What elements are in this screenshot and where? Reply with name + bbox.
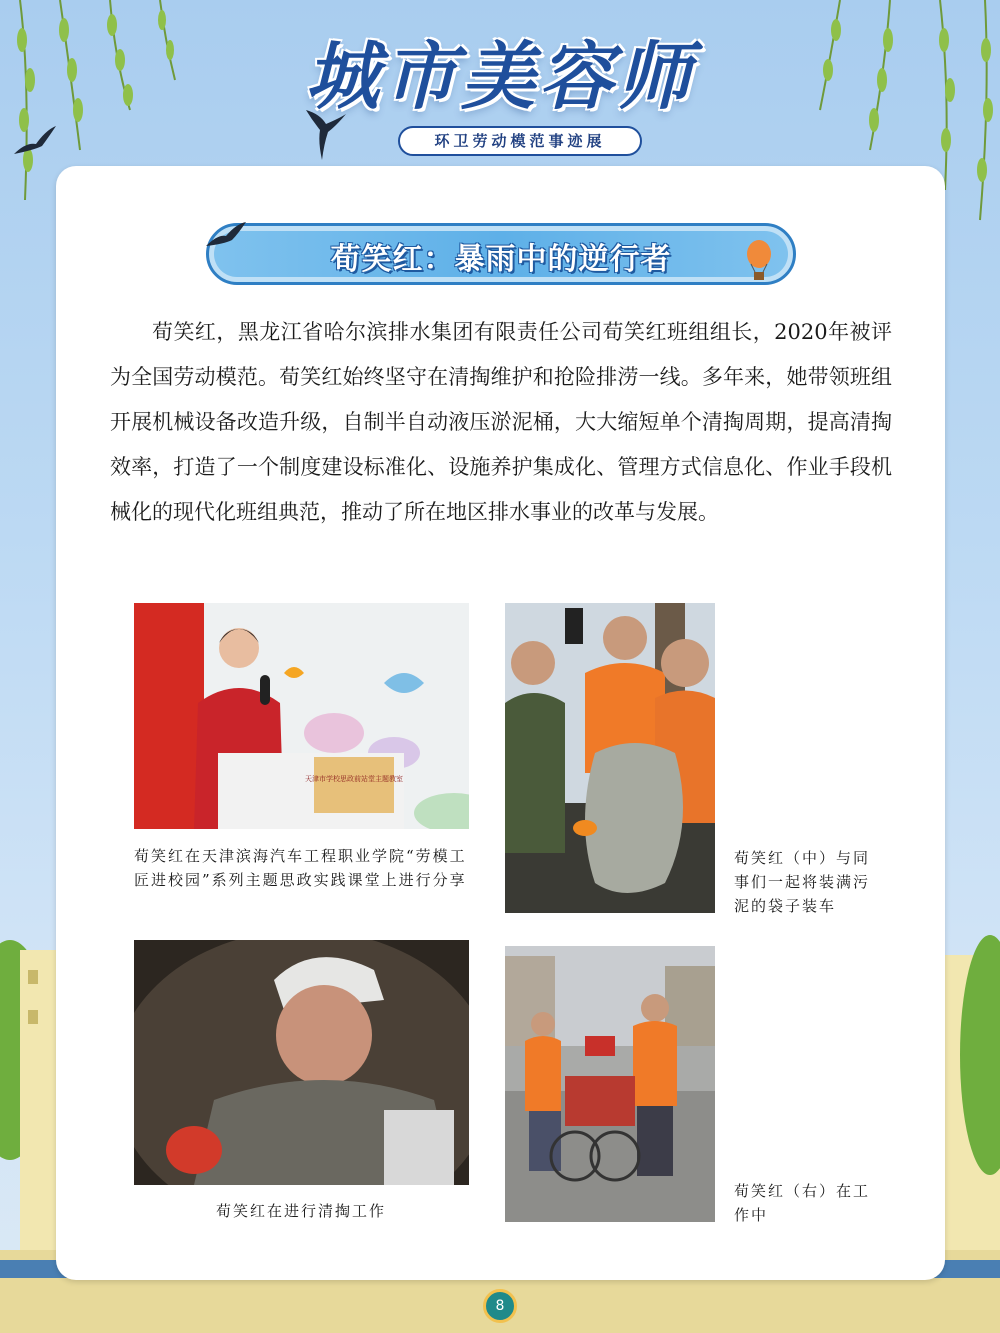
photo-loading-bag: [505, 603, 715, 913]
photo-speech: [134, 603, 469, 829]
photo-caption-1: 荀笑红在天津滨海汽车工程职业学院“劳模工匠进校园”系列主题思政实践课堂上进行分享: [134, 847, 467, 889]
photo-street-cart: [505, 946, 715, 1222]
photo-caption-4: 荀笑红（右）在工作中: [734, 1182, 871, 1224]
page-number: 8: [483, 1289, 517, 1323]
photo-caption-2: 荀笑红（中）与同事们一起将装满污泥的袋子装车: [734, 849, 871, 915]
photo-manhole: [134, 940, 469, 1185]
article-paragraph: 荀笑红，黑龙江省哈尔滨排水集团有限责任公司荀笑红班组组长，2020年被评为全国劳动模范。荀笑红始终坚守在清掏维护和抢险排涝一线。多年来，她带领班组开展机械设备改造升级，自制半自动液压淤泥桶，大大缩短单个清掏周期，提高清掏效率，打造了一个制度建设标准化、设施养护集成化、管理方式信息化、作业手段机械化的现代化班组典范，推动了所在地区排水事业的改革与发展。: [110, 320, 892, 524]
podium-sign-text: 天津市学校思政前站堂主题教室: [305, 775, 403, 783]
section-banner: [206, 223, 796, 285]
header-title: 城市美容师: [305, 34, 695, 120]
swallow-icon: [204, 220, 248, 252]
content-card: [56, 166, 945, 1280]
section-title: 荀笑红：暴雨中的逆行者: [330, 242, 672, 277]
swallow-icon: [12, 124, 58, 160]
header-subtitle: 环卫劳动模范事迹展: [398, 126, 642, 156]
city-building-right: [940, 895, 1000, 1255]
city-building-left: [0, 930, 60, 1250]
hot-air-balloon-icon: [744, 238, 774, 288]
photo-caption-3: 荀笑红在进行清掏工作: [216, 1202, 387, 1220]
